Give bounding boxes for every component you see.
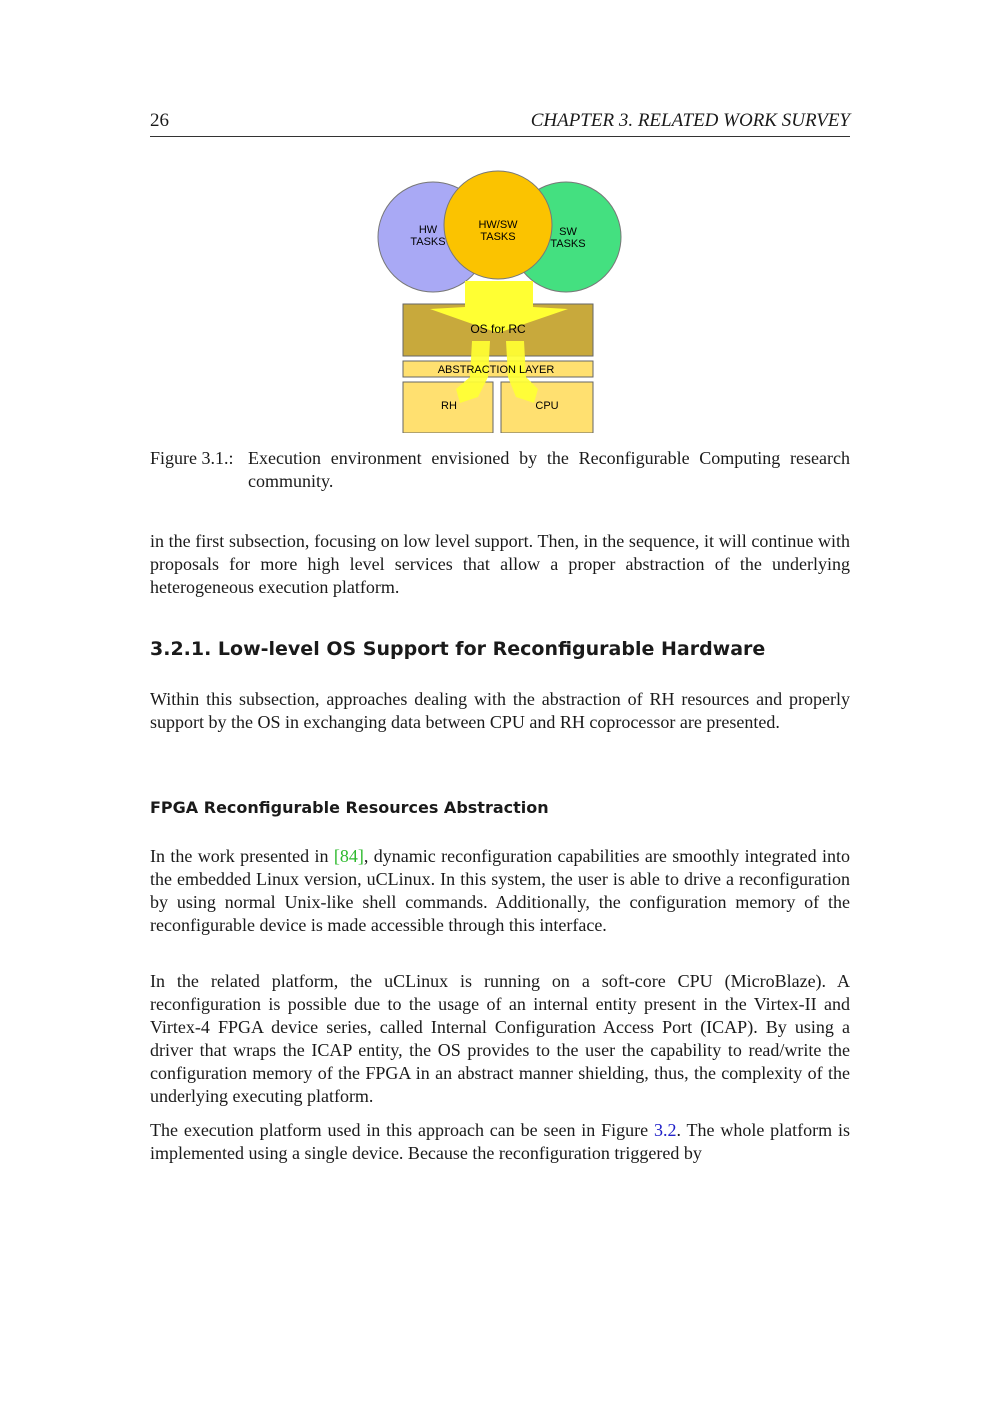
paragraph-text: . The whole platform is implemented using a single device. Because the reconfiguration triggered by (150, 1120, 850, 1163)
chapter-title: CHAPTER 3. RELATED WORK SURVEY (530, 110, 850, 131)
page-number: 26 (150, 110, 169, 131)
citation-link[interactable]: [84] (333, 846, 364, 866)
execution-environment-figure (370, 165, 630, 433)
sw-tasks-label-1: SW (559, 226, 577, 238)
paragraph-execution-platform (150, 1119, 850, 1165)
paragraph-text: In the work presented in (150, 846, 334, 866)
caption-label: Figure 3.1.: (150, 448, 234, 468)
hw-tasks-label-2: TASKS (410, 236, 446, 248)
hwsw-tasks-label-2: TASKS (480, 231, 516, 243)
paragraph-text: The execution platform used in this approach can be seen in Figure (150, 1120, 654, 1140)
page-header (150, 110, 850, 137)
abstraction-layer-label: ABSTRACTION LAYER (437, 364, 555, 376)
paragraph-uclinux (150, 845, 850, 937)
caption-text: Execution environment envisioned by the Reconfigurable Computing research community. (248, 448, 850, 491)
cpu-label: CPU (535, 400, 559, 412)
paragraph-microblaze: In the related platform, the uCLinux is running on a soft-core CPU (MicroBlaze). A reconfiguration is possible due to the usage of an internal entity present in the Virtex-II and Virtex-4 FPGA device series, called Internal Configuration Access Port (ICAP). By using a driver that wraps the ICAP entity, the OS provides to the user the capability to read/write the configuration memory of the FPGA in an abstract manner shielding, thus, the complexity of the underlying executing platform. (150, 971, 850, 1106)
sw-tasks-label-2: TASKS (550, 238, 586, 250)
figure-caption (150, 447, 850, 493)
subsection-heading: FPGA Reconfigurable Resources Abstraction (150, 798, 549, 817)
hw-tasks-label-1: HW (418, 224, 438, 236)
section-heading: 3.2.1. Low-level OS Support for Reconfigurable Hardware (150, 638, 766, 660)
os-for-rc-label: OS for RC (470, 322, 526, 336)
hwsw-tasks-label-1: HW/SW (478, 219, 518, 231)
paragraph-text: , dynamic reconfiguration capabilities are smoothly integrated into the embedded Linux version, uCLinux. In this system, the user is able to drive a reconfiguration by using normal Unix-like shell commands. Additionally, the configuration memory of the reconfigurable device is made accessible through this interface. (150, 846, 850, 935)
figure-reference-link[interactable]: 3.2 (653, 1120, 677, 1140)
section-paragraph: Within this subsection, approaches dealing with the abstraction of RH resources and properly support by the OS in exchanging data between CPU and RH coprocessor are presented. (150, 689, 850, 732)
intro-paragraph: in the first subsection, focusing on low level support. Then, in the sequence, it will continue with proposals for more high level services that allow a proper abstraction of the underlying heterogeneous execution platform. (150, 531, 850, 597)
rh-label: RH (441, 400, 457, 412)
